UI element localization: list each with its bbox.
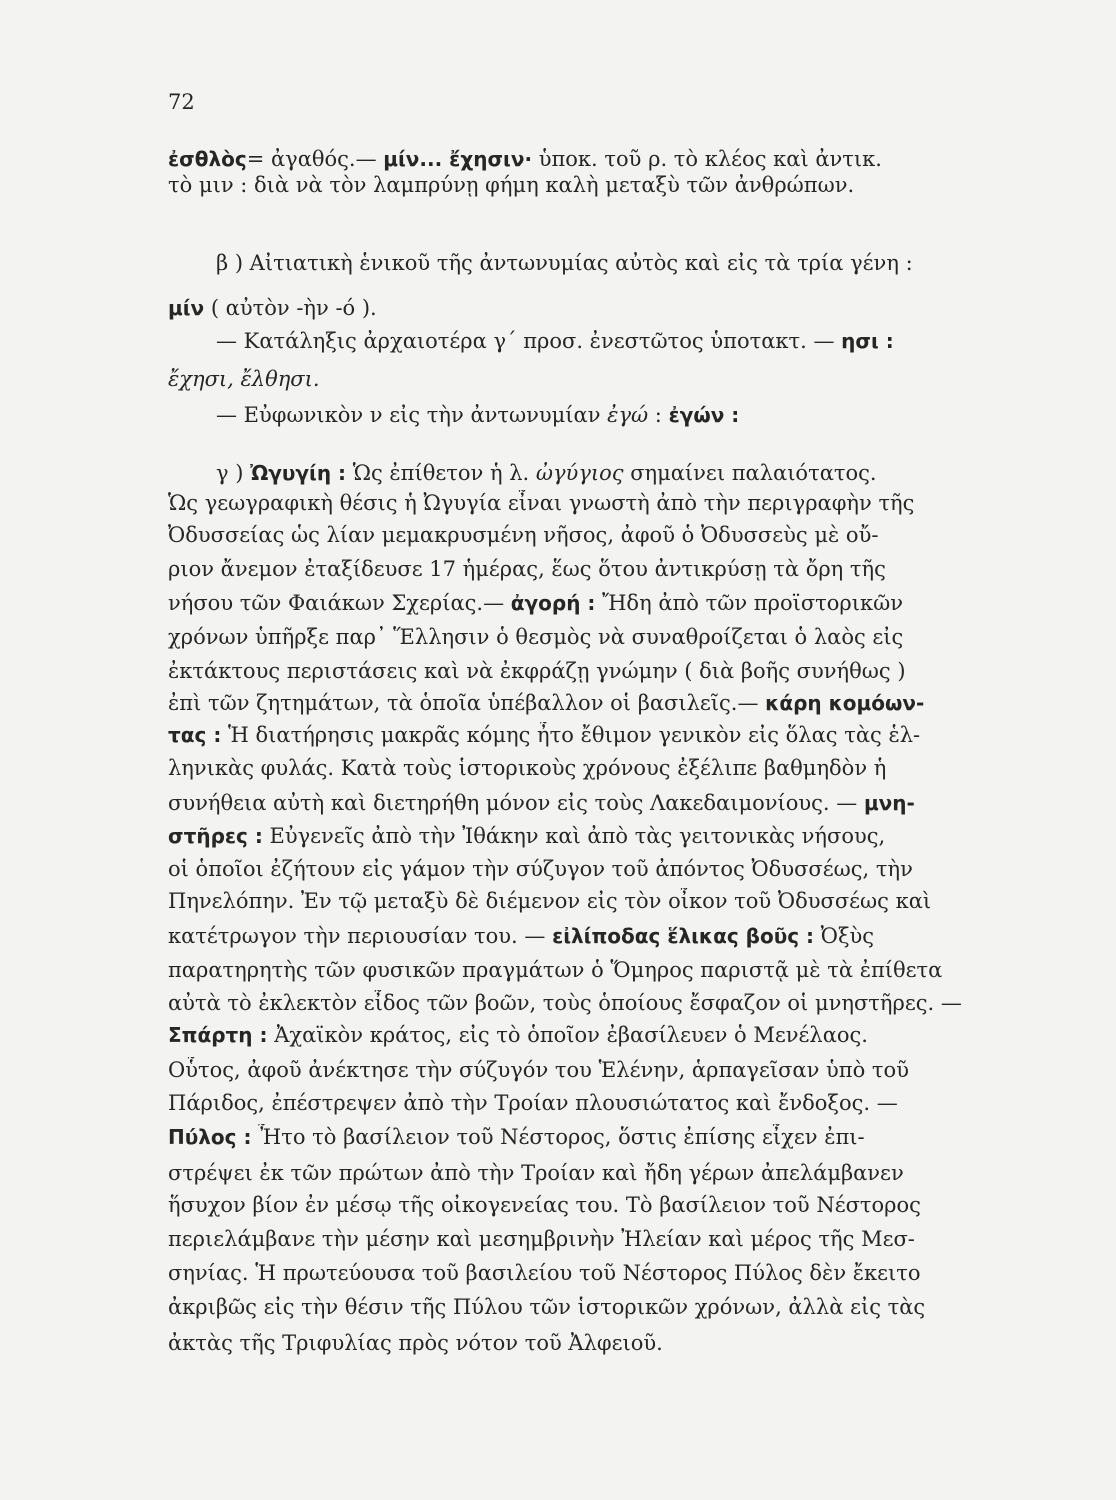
text-line bbox=[168, 1260, 1028, 1286]
text-run: ὑποκ. τοῦ ρ. τὸ κλέος καὶ ἀντικ. bbox=[532, 147, 882, 171]
text-run: ἀκτὰς τῆς Τριφυλίας πρὸς νότον τοῦ Ἀλφειοῦ. bbox=[168, 1331, 663, 1355]
text-line bbox=[168, 856, 1028, 882]
text-line bbox=[216, 460, 1076, 486]
text-run: : bbox=[648, 403, 669, 427]
text-line bbox=[168, 366, 1028, 392]
text-run: οἱ ὁποῖοι ἐζήτουν εἰς γάμον τὴν σύζυγον τοῦ ἀπόντος Ὀδυσσέως, τὴν bbox=[168, 857, 913, 881]
text-run: ληνικὰς φυλάς. Κατὰ τοὺς ἱστορικοὺς χρόνους ἐξέλιπε βαθμηδὸν ἡ bbox=[168, 756, 887, 780]
text-run: ἀκριβῶς εἰς τὴν θέσιν τῆς Πύλου τῶν ἱστορικῶν χρόνων, ἀλλὰ εἰς τὰς bbox=[168, 1295, 926, 1319]
text-run: Ὡς ἐπίθετον ἡ λ. bbox=[346, 461, 536, 485]
text-run: παρατηρητὴς τῶν φυσικῶν πραγμάτων ὁ Ὅμηρος παριστᾷ μὲ τὰ ἐπίθετα bbox=[168, 958, 943, 982]
bold-term: ἐγών : bbox=[668, 403, 740, 427]
text-line bbox=[168, 1057, 1028, 1083]
text-run: — Κατάληξις ἀρχαιοτέρα γ΄ προσ. ἐνεστῶτος ὑποτακτ. — bbox=[216, 329, 842, 353]
text-line bbox=[168, 1294, 1028, 1320]
bold-term: ἐσθλὸς bbox=[168, 147, 247, 171]
text-run: στρέψει ἐκ τῶν πρώτων ἀπὸ τὴν Τροίαν καὶ ἤδη γέρων ἀπελάμβανεν bbox=[168, 1161, 904, 1185]
text-run: ἐκτάκτους περιστάσεις καὶ νὰ ἐκφράζῃ γνώμην ( διὰ βοῆς συνήθως ) bbox=[168, 659, 906, 683]
text-run: Ὀδυσσείας ὡς λίαν μεμακρυσμένη νῆσος, ἀφοῦ ὁ Ὀδυσσεὺς μὲ οὔ- bbox=[168, 523, 879, 547]
text-line bbox=[168, 1226, 1028, 1252]
page-number: 72 bbox=[168, 90, 195, 114]
bold-term: μίν bbox=[168, 296, 205, 320]
text-line bbox=[216, 250, 1076, 276]
text-run: Πάριδος, ἐπέστρεψεν ἀπὸ τὴν Τροίαν πλουσιώτατος καὶ ἔνδοξος. — bbox=[168, 1091, 898, 1115]
text-line bbox=[168, 1330, 1028, 1356]
text-run: Ἀχαϊκὸν κράτος, εἰς τὸ ὁποῖον ἐβασίλευεν ὁ Μενέλαος. bbox=[267, 1023, 868, 1047]
text-run: ἐγώ bbox=[607, 403, 649, 427]
text-line bbox=[168, 690, 1028, 716]
bold-term: εἰλίποδας ἕλικας βοῦς : bbox=[552, 924, 815, 948]
text-run: γ ) bbox=[216, 461, 251, 485]
text-line bbox=[168, 722, 1028, 748]
bold-term: ἀγορή : bbox=[510, 591, 596, 615]
text-line bbox=[168, 1192, 1028, 1218]
text-run: τὸ μιν : διὰ νὰ τὸν λαμπρύνῃ φήμη καλὴ μεταξὺ τῶν ἀνθρώπων. bbox=[168, 173, 855, 197]
text-line bbox=[168, 755, 1028, 781]
text-line bbox=[168, 1090, 1028, 1116]
text-line bbox=[216, 328, 1076, 354]
text-line bbox=[168, 1124, 1028, 1150]
text-run: ριον ἄνεμον ἐταξίδευσε 17 ἡμέρας, ἕως ὅτου ἀντικρύσῃ τὰ ὄρη τῆς bbox=[168, 557, 886, 581]
text-run: χρόνων ὑπῆρξε παρ᾽ Ἕλλησιν ὁ θεσμὸς νὰ συναθροίζεται ὁ λαὸς εἰς bbox=[168, 625, 904, 649]
text-run: περιελάμβανε τὴν μέσην καὶ μεσημβρινὴν Ἠλείαν καὶ μέρος τῆς Μεσ- bbox=[168, 1227, 915, 1251]
text-run: κατέτρωγον τὴν περιουσίαν του. — bbox=[168, 924, 553, 948]
bold-term: Ὠγυγίη : bbox=[250, 461, 347, 485]
text-run: Ἦτο τὸ βασίλειον τοῦ Νέστορος, ὅστις ἐπίσης εἶχεν ἐπι- bbox=[251, 1125, 865, 1149]
text-run: Οὗτος, ἀφοῦ ἀνέκτησε τὴν σύζυγόν του Ἑλένην, ἁρπαγεῖσαν ὑπὸ τοῦ bbox=[168, 1058, 909, 1082]
text-run: Πηνελόπην. Ἐν τῷ μεταξὺ δὲ διέμενον εἰς τὸν οἶκον τοῦ Ὀδυσσέως καὶ bbox=[168, 889, 932, 913]
text-line bbox=[168, 624, 1028, 650]
text-run: Ἡ διατήρησις μακρᾶς κόμης ἦτο ἔθιμον γενικὸν εἰς ὅλας τὰς ἑλ- bbox=[221, 723, 921, 747]
bold-term: μνη- bbox=[863, 791, 915, 815]
text-line bbox=[168, 295, 1028, 321]
bold-term: μίν... ἔχησιν· bbox=[383, 147, 533, 171]
text-run: Ὀξὺς bbox=[814, 924, 875, 948]
text-run: σημαίνει παλαιότατος. bbox=[623, 461, 877, 485]
text-line bbox=[168, 790, 1028, 816]
text-line bbox=[168, 823, 1028, 849]
text-run: ἐπὶ τῶν ζητημάτων, τὰ ὁποῖα ὑπέβαλλον οἱ βασιλεῖς.— bbox=[168, 691, 766, 715]
text-run: Ὡς γεωγραφικὴ θέσις ἡ Ὠγυγία εἶναι γνωστὴ ἀπὸ τὴν περιγραφὴν τῆς bbox=[168, 491, 915, 515]
text-run: αὐτὰ τὸ ἐκλεκτὸν εἶδος τῶν βοῶν, τοὺς ὁποίους ἔσφαζον οἱ μνηστῆρες. — bbox=[168, 991, 962, 1015]
text-line bbox=[168, 556, 1028, 582]
bold-term: Πύλος : bbox=[168, 1125, 252, 1149]
text-line bbox=[168, 490, 1028, 516]
text-run: — Εὐφωνικὸν ν εἰς τὴν ἀντωνυμίαν bbox=[216, 403, 608, 427]
bold-term: τας : bbox=[168, 723, 222, 747]
text-line bbox=[168, 990, 1028, 1016]
text-line bbox=[168, 1022, 1028, 1048]
text-run: Ἤδη ἀπὸ τῶν προϊστορικῶν bbox=[595, 591, 904, 615]
text-line bbox=[168, 590, 1028, 616]
bold-term: στῆρες : bbox=[168, 824, 263, 848]
text-line bbox=[168, 522, 1028, 548]
text-line bbox=[168, 923, 1028, 949]
text-line bbox=[168, 1160, 1028, 1186]
text-run: σηνίας. Ἡ πρωτεύουσα τοῦ βασιλείου τοῦ Νέστορος Πύλος δὲν ἔκειτο bbox=[168, 1261, 921, 1285]
text-line bbox=[168, 172, 1028, 198]
bold-term: Σπάρτη : bbox=[168, 1023, 268, 1047]
text-run: νήσου τῶν Φαιάκων Σχερίας.— bbox=[168, 591, 511, 615]
text-line bbox=[168, 146, 1028, 172]
text-run: συνήθεια αὐτὴ καὶ διετηρήθη μόνον εἰς τοὺς Λακεδαιμονίους. — bbox=[168, 791, 864, 815]
text-run: ὠγύγιος bbox=[535, 461, 624, 485]
text-line bbox=[168, 888, 1028, 914]
text-run: ( αὐτὸν -ὴν -ό ). bbox=[204, 296, 377, 320]
text-run: = ἀγαθός.— bbox=[246, 147, 384, 171]
text-run: ἥσυχον βίον ἐν μέσῳ τῆς οἰκογενείας του. Τὸ βασίλειον τοῦ Νέστορος bbox=[168, 1193, 921, 1217]
text-run: ἔχησι, ἔλθησι. bbox=[168, 367, 320, 391]
text-run: β ) Αἰτιατικὴ ἑνικοῦ τῆς ἀντωνυμίας αὐτὸς καὶ εἰς τὰ τρία γένη : bbox=[216, 251, 913, 275]
text-line bbox=[168, 658, 1028, 684]
text-line bbox=[216, 402, 1076, 428]
text-run: Εὐγενεῖς ἀπὸ τὴν Ἰθάκην καὶ ἀπὸ τὰς γειτονικὰς νήσους, bbox=[262, 824, 886, 848]
bold-term: ησι : bbox=[841, 329, 894, 353]
text-line bbox=[168, 957, 1028, 983]
bold-term: κάρη κομόων- bbox=[765, 691, 925, 715]
